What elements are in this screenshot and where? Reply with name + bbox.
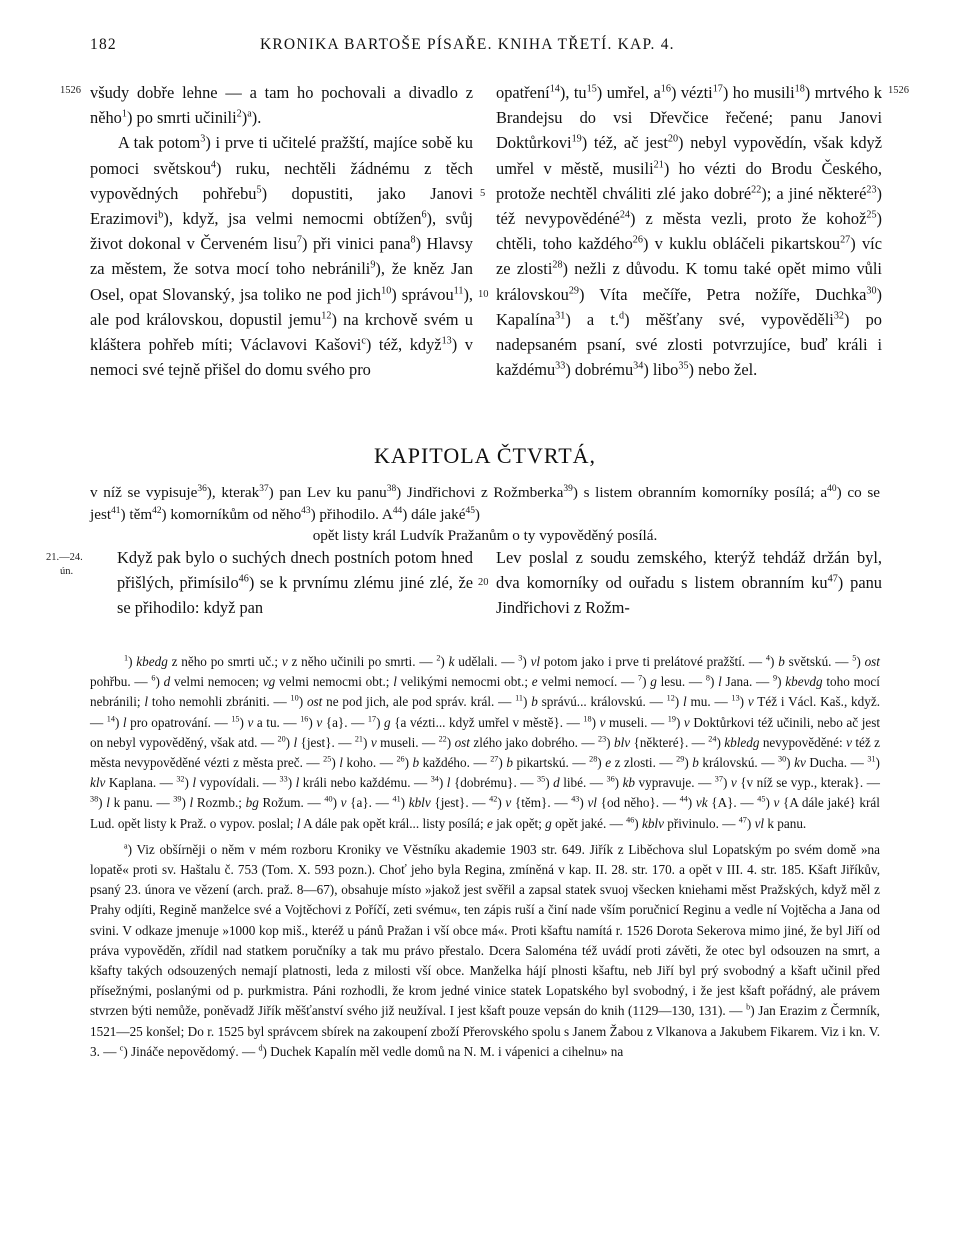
margin-year-left: 1526 [60,85,81,96]
margin-year-right: 1526 [888,85,909,96]
page-number: 182 [90,36,117,53]
running-head [90,36,880,60]
margin-line-5: 5 [480,188,486,199]
chapter-text-right: Lev poslal z soudu zemského, kterýž tehdáž držán byl, dva komorníky od ouřadu s listem obranním $ku^{47}$) panu Jindřichovi z Rožm- [496,548,883,618]
chapter-text-left: Když pak bylo o suchých dnech postních potom hned přišlých, přimísilo$^{46}$) se k prvnímu zlému jiné zlé, že se přihodilo: když pan [117,548,473,618]
chapter-title: KAPITOLA ČTVRTÁ, [373,443,597,468]
header-title: KRONIKA BARTOŠE PÍSAŘE. KNIHA TŘETÍ. KAP. 4. [260,36,675,53]
margin-line-10: 10 [478,289,489,300]
footnotes: $^1$) kbedg z něho po smrti uč.; v z něho učinili po smrti. — $^2$) k udělali. — $^3$) vl potom jako i prve ti prelátové pražští. — $^4$) b světskú. — $^5$) ost pohřbu. — $^6$) d velmi nemocen; vg velmi nemocmi obt.; l velikými nemocmi obt.; e velmi nemocí. — $^7$) g lesu. — $^8$) l Jana. — $^9$) kbevdg toho mocí nebránili; l toho nemohli zbrániti. — $^{10}$) ost ne pod jich, ale pod správ. král. — $^{11}$) b správú... královskú. — $^{12}$) l mu. — $^{13}$) v Též i Václ. Kaš., když. — $^{14}$) l pro opatrování. — $^{15}$) v a tu. — $^{16}$) v {a}. — $^{17}$) g {a vézti... když umřel v městě}. — $^{18}$) v museli. — $^{19}$) v Doktůrkovi též učinili, nebo ač jest on nebyl vypověděný, však atd. — $^{20}$) l {jest}. — $^{21}$) v museli. — $^{22}$) ost zlého jako dobrého. — $^{23}$) blv {některé}. — $^{24}$) kbledg nevypověděné: v též z města nevypověděné vézti z města preč. — $^{25}$) l koho. — $^{26}$) b každého. — $^{27}$) b pikartskú. — $^{28}$) e z zlosti. — $^{29}$) b královskú. — $^{30}$) kv Ducha. — $^{31}$) klv Kaplana. — $^{32}$) l vypovídali. — $^{33}$) l králi nebo každému. — $^{34}$) l {dobrému}. — $^{35}$) d libé. — $^{36}$) kb vypravuje. — $^{37}$) v {v níž se vyp., kterak}. — $^{38}$) l k panu. — $^{39}$) l Rozmb.; bg Rožum. — $^{40}$) v {a}. — $^{41}$) kblv {jest}. — $^{42}$) v {těm}. — $^{43}$) vl {od něho}. — $^{44}$) vk {A}. — $^{45}$) v {A dále jaké} král Lud. opět listy k Praž. o vypov. poslal; l A dále pak opět král... listy posílá; e jak opět; g opět jaké. — $^{46}$) kblv přivinulo. — $^{47}$) vl k panu. $^a$) Viz obšírněji o něm v mém rozboru Kroniky ve Věstníku akademie 1903 str. 649. Jiřík z Liběchova slul Lopatským po svém domě »na lopatě« proti sv. Haštalu č. 753 (Tom. X. 593 pozn.). Choť jeho byla Regina, zmíněná v kap. II. 28. str. 170. a opět v III. 4. str. 185. Kšaft Jiříkův, psaný 23. února ve vězení (arch. praž. 8—67), obsahuje místo »jakož jest svěřil a zapsal statek svuoj všecken kniehami měst Pražských, když měl z Prahy odjíti, Regině manželce své a Vojtěchovi z Poříčí, zeti svému«, ten zápis ruší a činí nade vším poručnicí Reginu a vedle ní Vojtěcha a Jana od svini. V odkaze jmenuje »1000 kop miš., kteréž u pánů Pražan i vší obce má«. Proti kšaftu namítá r. 1526 Dorota Sekerova mimo jiné, že byl Jiří od práva vypověděn, zřídil nad statkem poručníky a tak mu právo přestalo. Dcera Saloména též uvádí proti závěti, že otec byl odsouzen na smrt, a kšafty takých odsouzených nemají platnosti, leda z milosti vší obce. Manželka hájí plnosti kšaftu, neb Jiří byl prý svobodný a kšaft učinil před přísežnými, poslanými od p. purkmistra. Páni rozhodli, že krom jedné vinice statek Lopatského byl svobodný, i že jest kšaft pořádný, ale právem stvrzen býti nemůže, poněvadž Jiřík měšťanství svého již neužíval. I jest kšaft pouze vepsán do knih (1129—130, 131). — $^b$) Jan Erazim z Čermník, 1521—25 konšel; Do r. 1525 byl správcem sbírek na zakoupení zboží Přerovského spolu s Janem Žabou z Vlkanova a Jakubem Fikarem. Viz i kn. V. 3. — $^c$) Jináče nepovědomý. — $^d$) Duchek Kapalín měl vedle domů na N. M. i vápenici a cihelnu» na [90,653,881,1059]
margin-date-range: 21.—24. [46,552,83,563]
margin-month: ún. [60,566,74,577]
body-column-left: všudy dobře lehne — a tam ho pochovali a divadlo z něho$^1$) po smrti učinili$^2$)$^a$). A tak potom$^3$) i prve ti učitelé pražští, majíce sobě ku pomoci světskou$^4$) ruku, nechtěli žádnému z těch vypovědných pohřebu$^5$) dopustiti, jako Janovi Erazimovi$^b$), když, jsa velmi nemocmi obtížen$^6$), svůj život dokonal v Červeném lisu$^7$) při vinici pana$^8$) Hlavsy za městem, že sotva mocí toho nebránili$^9$), že kněz Jan Osel, opat Slovanský, jsa toliko ne pod jich$^{10}$) správou$^{11}$), ale pod královskou, dopustil jemu$^{12}$) na krchově svém u kláštera pohřeb míti; Václavovi Kašovi$^c$) též, když$^{13}$) v nemoci své tejně přišel do domu svého pro [90,83,474,380]
margin-line-20: 20 [478,577,489,588]
chapter-summary: v níž se vypisuje$^{36}$), kterak$^{37}$) pan Lev ku panu$^{38}$) Jindřichovi z Rožmberka$^{39}$) s listem obranním komorníky posílá; $a^{40}$) co se jest$^{41}$) těm$^{42}$) komorníkům od něho$^{43}$) přihodilo. $A^{44}$) dále jaké$^{45}$) opět listy král Ludvík Pražanům o ty vypověděný posílá. [90,483,881,544]
commentary-a-label: a [124,841,128,851]
body-column-right: opatření$^{14}$), $tu^{15}$) umřel, $a^{16}$) vézti$^{17}$) ho musili$^{18}$) mrtvého k Brandejsu do vsi Dřevčice řečené; panu Janovi Doktůrkovi$^{19}$) též, ač jest$^{20}$) nebyl vypovědín, však když umřel v městě, musili$^{21}$) ho vézti do Brodu Českého, protože nechtěl chváliti zlé jako dobré$^{22}$); a jiné některé$^{23}$) též nevypovědéné$^{24}$) z města vezli, proto že kohož$^{25}$) chtěli, toho každého$^{26}$) v kuklu obláčeli pikartskou$^{27}$) víc ze zlosti$^{28}$) nežli z důvodu. K tomu také opět mimo vůli královskou$^{29}$) Víta mečíře, Petra nožíře, Duchka$^{30}$) Kapalína$^{31}$) a t.$^d$) měšťany své, vypověděli$^{32}$) po nadepsaném psaní, své zlosti potvrzujíce, buď králi i každému$^{33}$) dobrému$^{34}$) libo$^{35}$) nebo žel. [496,83,882,380]
